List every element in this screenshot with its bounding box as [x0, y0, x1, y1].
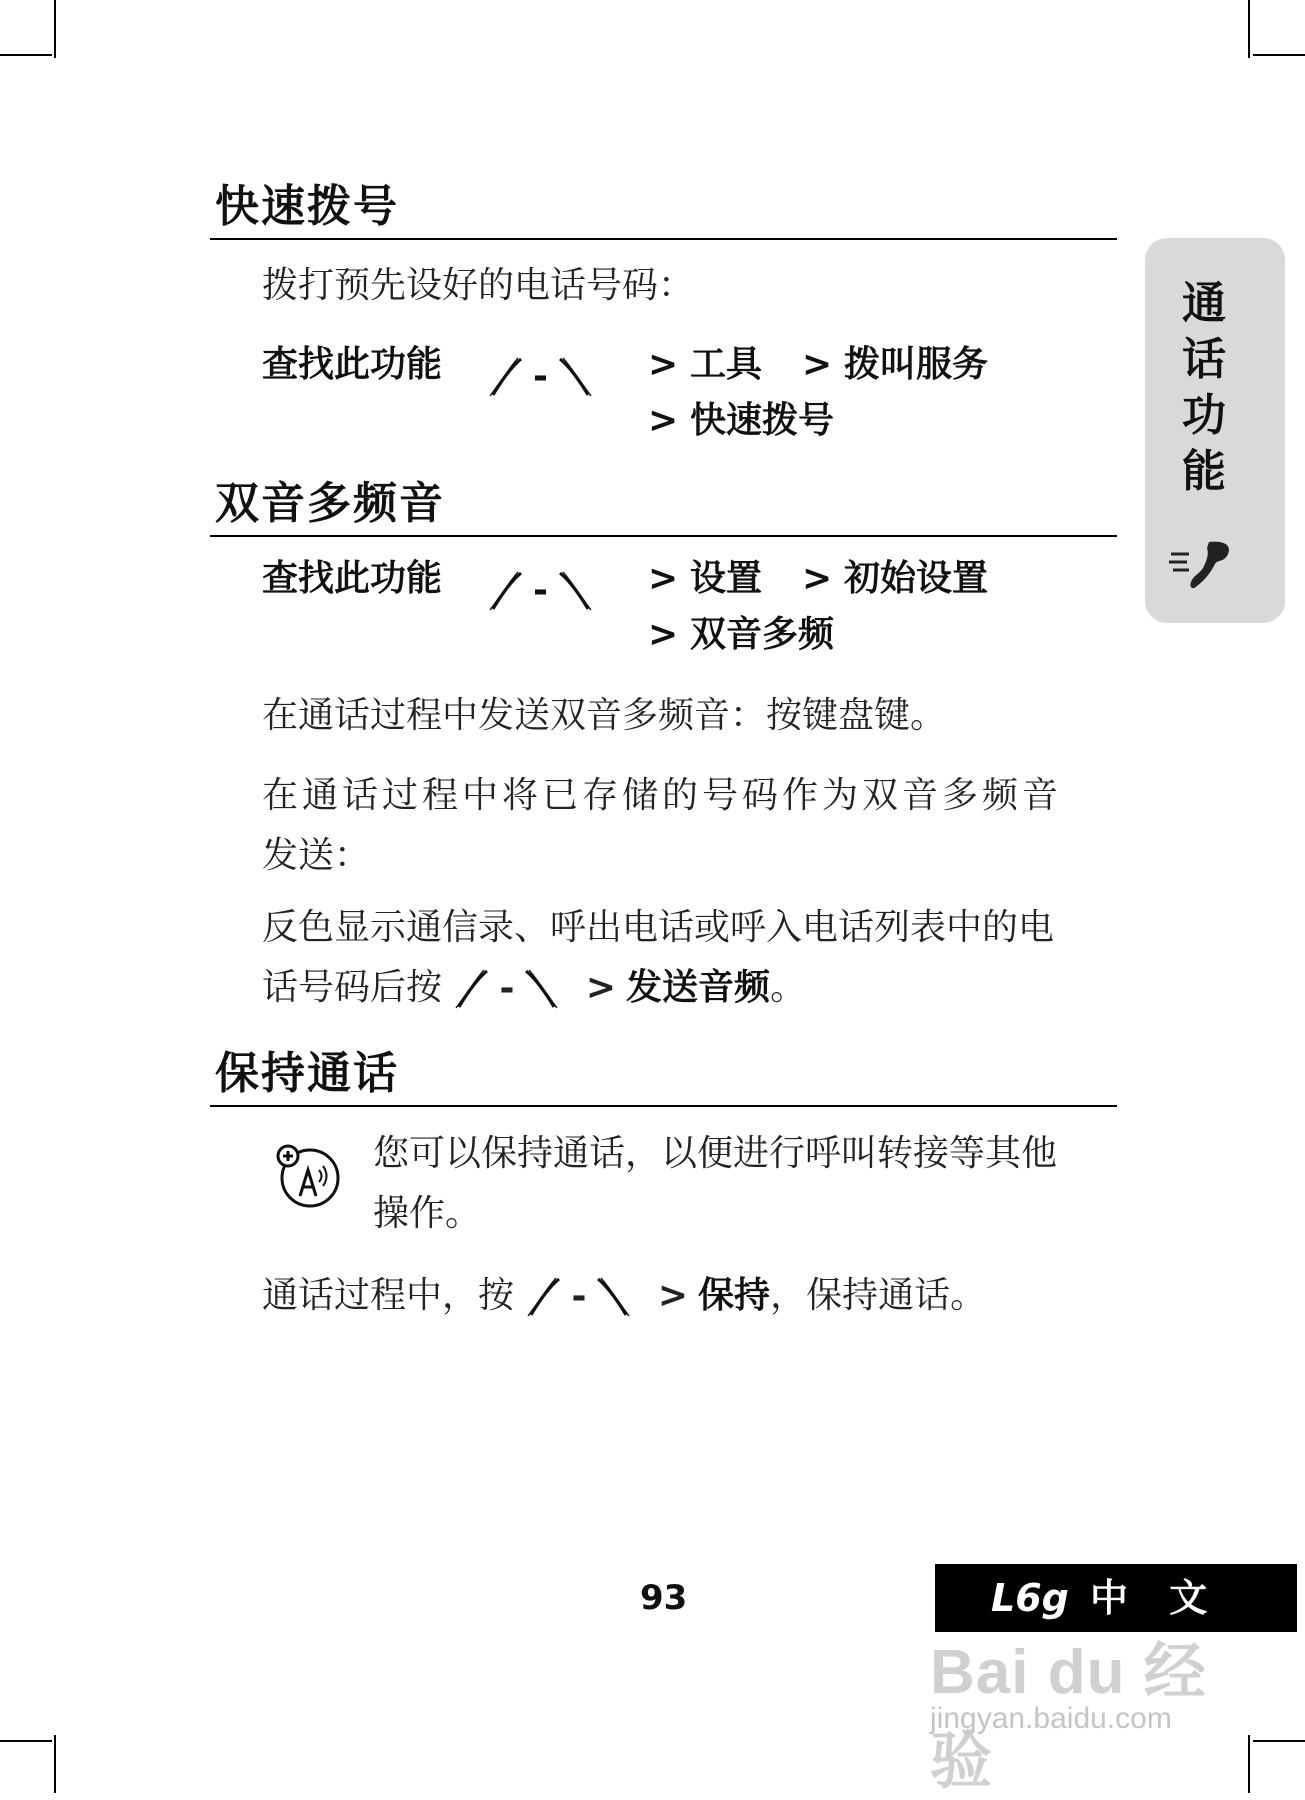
chapter-tab-char: 功: [1182, 390, 1226, 441]
watermark-url: jingyan.baidu.com: [930, 1702, 1172, 1735]
intro-text: 拨打预先设好的电话号码：: [262, 265, 695, 306]
network-feature-icon: [272, 1140, 342, 1210]
chapter-tab-char: 通: [1182, 278, 1226, 329]
watermark-brand: Bai du 经验: [930, 1638, 1207, 1796]
hold-suffix: ，保持通话。: [770, 1275, 987, 1316]
crop-mark: [1253, 1740, 1305, 1742]
crop-mark: [0, 54, 52, 56]
hold-note-line-2: 操作。: [373, 1193, 482, 1234]
left-soft-key-icon: [487, 569, 527, 613]
left-soft-key-icon: [525, 1275, 565, 1319]
menu-item-dtmf: 双音多频: [690, 614, 835, 655]
crop-mark: [1248, 0, 1250, 58]
menu-path-line-2: [648, 391, 834, 451]
menu-path-line-1: [648, 335, 988, 395]
key-dash: -: [533, 356, 548, 397]
dtmf-highlight-text-line-2: [262, 958, 806, 1019]
baidu-watermark: [930, 1622, 1220, 1796]
path-separator: >: [648, 400, 679, 441]
section-divider: [210, 238, 1117, 240]
model-name: L6g: [991, 1576, 1069, 1620]
dtmf-highlight-text-line-1: 反色显示通信录、呼出电话或呼入电话列表中的电: [262, 907, 1055, 948]
dtmf-press-suffix: 。: [770, 967, 807, 1008]
menu-path-line-2: [648, 605, 834, 665]
section-title-hold-call: 保持通话: [215, 1048, 399, 1099]
menu-item-settings: 设置: [690, 558, 763, 599]
model-label-box: [935, 1564, 1297, 1632]
send-tone-action: 发送音频: [626, 967, 771, 1008]
right-soft-key-icon: [554, 355, 594, 399]
crop-mark: [0, 1740, 52, 1742]
section-divider: [210, 535, 1117, 537]
key-dash: -: [533, 570, 548, 611]
left-soft-key-icon: [453, 967, 493, 1011]
hold-note-line-1: 您可以保持通话，以便进行呼叫转接等其他: [373, 1133, 1058, 1174]
chapter-tab-char: 能: [1182, 446, 1226, 497]
menu-path-line-1: [648, 549, 988, 609]
chapter-tab-label: [1145, 276, 1263, 500]
hold-action: 保持: [698, 1275, 771, 1316]
crop-mark: [1248, 1735, 1250, 1793]
left-soft-key-icon: [487, 355, 527, 399]
crop-mark: [1253, 54, 1305, 56]
menu-item-initial-setup: 初始设置: [844, 558, 989, 599]
crop-mark: [54, 1735, 56, 1793]
section-title-speed-dial: 快速拨号: [215, 181, 399, 232]
chapter-side-tab: [1145, 238, 1285, 623]
language-label: 中 文: [1090, 1576, 1222, 1620]
path-separator: >: [648, 614, 679, 655]
find-feature-label: 查找此功能: [262, 558, 443, 599]
dtmf-press-prefix: 话号码后按: [262, 967, 443, 1008]
dtmf-send-text: 在通话过程中发送双音多频音：按键盘键。: [262, 695, 947, 736]
path-separator: >: [648, 344, 679, 385]
menu-item-call-services: 拨叫服务: [844, 344, 989, 385]
section-divider: [210, 1105, 1117, 1107]
path-separator: >: [802, 344, 833, 385]
path-separator: >: [802, 558, 833, 599]
find-feature-label: 查找此功能: [262, 344, 443, 385]
right-soft-key-icon: [592, 1275, 632, 1319]
phone-handset-icon: [1167, 536, 1241, 596]
path-separator: >: [585, 967, 617, 1008]
menu-key-combo: [487, 347, 594, 407]
menu-key-combo: [487, 561, 594, 621]
path-separator: >: [657, 1275, 689, 1316]
section-title-dtmf: 双音多频音: [215, 478, 445, 529]
menu-item-tools: 工具: [690, 344, 763, 385]
right-soft-key-icon: [554, 569, 594, 613]
path-separator: >: [648, 558, 679, 599]
chapter-tab-char: 话: [1182, 334, 1226, 385]
menu-key-combo: [453, 959, 560, 1019]
page-number: 93: [640, 1578, 688, 1618]
menu-key-combo: [525, 1267, 632, 1327]
dtmf-stored-text-line-1: 在通话过程中将已存储的号码作为双音多频音: [262, 775, 1063, 816]
crop-mark: [54, 0, 56, 58]
hold-instruction: [262, 1266, 986, 1327]
key-dash: -: [571, 1276, 587, 1317]
key-dash: -: [499, 968, 515, 1009]
menu-item-speed-dial: 快速拨号: [690, 400, 835, 441]
hold-press-prefix: 通话过程中，按: [262, 1275, 515, 1316]
right-soft-key-icon: [520, 967, 560, 1011]
dtmf-stored-text-line-2: 发送：: [262, 835, 371, 876]
